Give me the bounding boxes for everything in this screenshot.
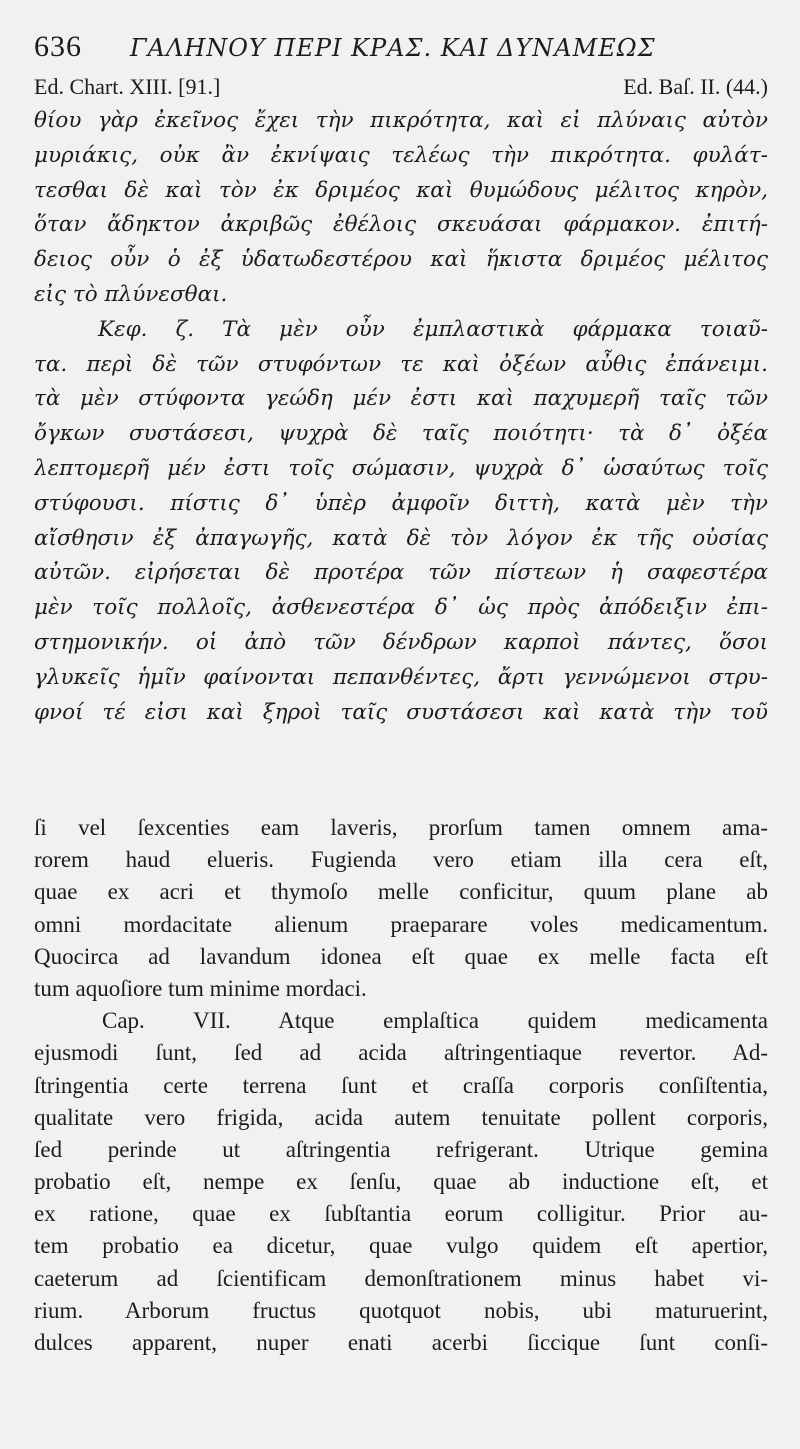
greek-line: αὐτῶν. εἰρήσεται δὲ προτέρα τῶν πίστεων ἡ σαφεστέρα bbox=[34, 560, 768, 586]
greek-line: λεπτομερῆ μέν ἐστι τοῖς σώμασιν, ψυχρὰ δ᾽ ὡσαύτως τοῖς bbox=[34, 455, 768, 481]
latin-line: qualitate vero frigida, acida autem tenuitate pollent corporis, bbox=[34, 1104, 768, 1130]
latin-line: rorem haud elueris. Fugienda vero etiam illa cera eſt, bbox=[34, 847, 768, 873]
greek-line: αἴσθησιν ἐξ ἀπαγωγῆς, κατὰ δὲ τὸν λόγον ἐκ τῆς οὐσίας bbox=[34, 525, 768, 551]
latin-line: omni mordacitate alienum praeparare voles medicamentum. bbox=[34, 911, 768, 937]
latin-line: rium. Arborum fructus quotquot nobis, ubi maturuerint, bbox=[34, 1297, 768, 1323]
greek-line: στύφουσι. πίστις δ᾽ ὑπὲρ ἀμφοῖν διττὴ, κατὰ μὲν τὴν bbox=[34, 490, 768, 516]
greek-line: τὰ μὲν στύφοντα γεώδη μέν ἐστι καὶ παχυμερῆ ταῖς τῶν bbox=[34, 386, 768, 412]
edition-basel-ref: Ed. Baſ. II. (44.) bbox=[623, 74, 768, 99]
latin-text-block bbox=[34, 812, 768, 1359]
greek-line: στημονικήν. οἱ ἀπὸ τῶν δένδρων καρποὶ πάντες, ὅσοι bbox=[34, 629, 768, 655]
page-header bbox=[34, 30, 774, 70]
greek-line: μυριάκις, οὐκ ἂν ἐκνίψαις τελέως τὴν πικρότητα. φυλάτ- bbox=[34, 142, 768, 168]
latin-line: tum aquoſiore tum minime mordaci. bbox=[34, 975, 367, 1001]
greek-line: μὲν τοῖς πολλοῖς, ἀσθενεστέρα δ᾽ ὡς πρὸς ἀπόδειξιν ἐπι- bbox=[34, 595, 768, 621]
greek-text-block bbox=[34, 104, 768, 730]
greek-line: θίου γὰρ ἐκεῖνος ἔχει τὴν πικρότητα, καὶ εἰ πλύναις αὐτὸν bbox=[34, 108, 768, 133]
latin-line: ex ratione, quae ex ſubſtantia eorum colligitur. Prior au- bbox=[34, 1201, 768, 1227]
latin-line: ejusmodi ſunt, ſed ad acida aſtringentiaque revertor. Ad- bbox=[34, 1040, 768, 1066]
latin-line: ſi vel ſexcenties eam laveris, prorſum tamen omnem ama- bbox=[34, 815, 768, 840]
latin-line: tem probatio ea dicetur, quae vulgo quidem eſt apertior, bbox=[34, 1233, 768, 1259]
latin-line: Quocirca ad lavandum idonea eſt quae ex melle facta eſt bbox=[34, 943, 768, 969]
latin-line: quae ex acri et thymoſo melle conficitur, quum plane ab bbox=[34, 879, 768, 905]
latin-line: caeterum ad ſcientificam demonſtrationem minus habet vi- bbox=[34, 1265, 768, 1291]
latin-line: ſtringentia certe terrena ſunt et craſſa corporis conſiſtentia, bbox=[34, 1072, 768, 1098]
greek-line: γλυκεῖς ἡμῖν φαίνονται πεπανθέντες, ἄρτι γεννώμενοι στρυ- bbox=[34, 664, 768, 690]
latin-line: ſed perinde ut aſtringentia refrigerant. Utrique gemina bbox=[34, 1136, 768, 1162]
greek-line: φνοί τέ εἰσι καὶ ξηροὶ ταῖς συστάσεσι καὶ κατὰ τὴν τοῦ bbox=[34, 699, 768, 725]
greek-chapter-heading-line: Κεφ. ζ. Τὰ μὲν οὖν ἐμπλαστικὰ φάρμακα τοιαῦ- bbox=[98, 316, 768, 342]
greek-line: τεσθαι δὲ καὶ τὸν ἐκ δριμέος καὶ θυμώδους μέλιτος κηρὸν, bbox=[34, 177, 768, 203]
latin-line: dulces apparent, nuper enati acerbi ſiccique ſunt conſi- bbox=[34, 1330, 768, 1355]
running-head: ΓΑΛΗΝΟΥ ΠΕΡΙ ΚΡΑΣ. ΚΑΙ ΔΥΝΑΜΕΩΣ bbox=[130, 34, 656, 62]
greek-line: τα. περὶ δὲ τῶν στυφόντων τε καὶ ὀξέων αὖθις ἐπάνειμι. bbox=[34, 351, 768, 377]
edition-chartier-ref: Ed. Chart. XIII. [91.] bbox=[34, 74, 221, 99]
edition-reference-line bbox=[34, 74, 768, 106]
page-number: 636 bbox=[34, 30, 82, 63]
greek-line: ὅταν ἄδηκτον ἀκριβῶς ἐθέλοις σκευάσαι φάρμακον. ἐπιτή- bbox=[34, 212, 768, 238]
greek-line: ὄγκων συστάσεσι, ψυχρὰ δὲ ταῖς ποιότητι· τὰ δ᾽ ὀξέα bbox=[34, 421, 768, 447]
greek-line: εἰς τὸ πλύνεσθαι. bbox=[34, 281, 228, 307]
latin-chapter-heading-line: Cap. VII. Atque emplaſtica quidem medicamenta bbox=[102, 1008, 768, 1034]
latin-line: probatio eſt, nempe ex ſenſu, quae ab inductione eſt, et bbox=[34, 1169, 768, 1195]
greek-line: δειος οὖν ὁ ἐξ ὑδατωδεστέρου καὶ ἥκιστα δριμέος μέλιτος bbox=[34, 247, 768, 273]
